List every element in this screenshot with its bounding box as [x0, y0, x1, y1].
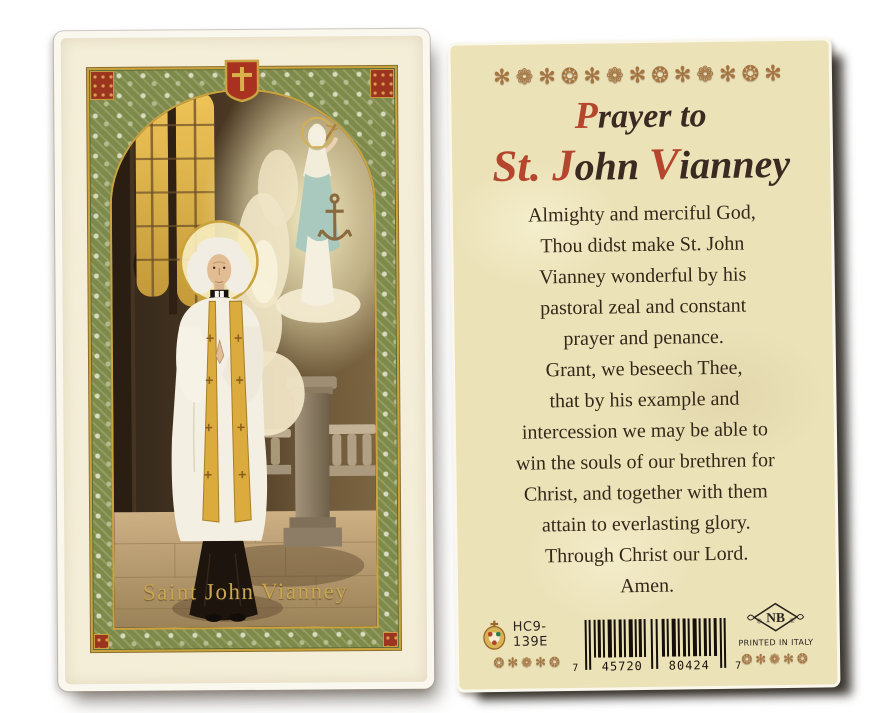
corner-emblem-icon: [370, 69, 394, 98]
prayer-line: that by his example and: [549, 387, 740, 413]
corner-emblem-icon: [94, 634, 109, 649]
ornament-band-top: ✻❁✻❂✻❁✻❂✻❁✻❂✻: [492, 60, 787, 90]
front-caption: Saint John Vianney: [142, 578, 349, 605]
front-decorative-frame: [87, 66, 401, 652]
church-scene: [111, 90, 377, 628]
svg-text:NB: NB: [766, 609, 786, 626]
corner-emblem-icon: [90, 71, 114, 100]
holy-card-front: [54, 29, 435, 692]
corner-emblem-icon: [383, 632, 398, 647]
footer-center: [572, 618, 743, 675]
barcode-right-digit: 7: [735, 660, 743, 672]
prayer-line: Thou didst make St. John: [540, 232, 745, 258]
prayer-title-line2: St. John Vianney: [492, 138, 791, 192]
nb-publisher-logo-icon: [746, 602, 804, 633]
upc-barcode: [572, 618, 743, 675]
prayer-line: attain to everlasting glory.: [541, 511, 751, 537]
prayer-line: Vianney wonderful by his: [539, 263, 747, 289]
prayer-line: Amen.: [619, 574, 675, 598]
footer-right: [736, 602, 815, 672]
printed-in-italy-label: PRINTED IN ITALY: [738, 637, 814, 648]
ornament-band-bottom-right: ❂✻❁✻❂: [741, 651, 811, 668]
product-code: HC9-139E: [512, 619, 549, 650]
publisher-crest-icon: [481, 617, 509, 653]
prayer-line: Almighty and merciful God,: [527, 201, 756, 227]
svg-text:®: ®: [789, 617, 795, 625]
prayer-line: Grant, we beseech Thee,: [545, 356, 743, 382]
ornament-band-bottom-left: ❂✻❁✻❂: [493, 655, 564, 672]
prayer-line: prayer and penance.: [563, 325, 725, 351]
prayer-title: [473, 91, 808, 194]
prayer-line: intercession we may be able to: [521, 418, 769, 444]
prayer-line: Through Christ our Lord.: [544, 542, 749, 568]
front-card-cream-margin: [61, 36, 428, 685]
barcode-group2: 80424: [668, 658, 710, 673]
prayer-card-back: [447, 37, 840, 692]
prayer-line: Christ, and together with them: [523, 480, 768, 506]
prayer-line: pastoral zeal and constant: [540, 294, 747, 320]
prayer-text: [475, 197, 815, 605]
barcode-group1: 45720: [601, 659, 643, 674]
cross-shield-icon: [224, 59, 260, 103]
footer-left: [480, 608, 575, 675]
saint-portrait-picture: [109, 88, 379, 630]
prayer-title-line1: Prayer to: [574, 94, 707, 137]
barcode-left-digit: 7: [572, 662, 580, 675]
svg-text:©: ©: [756, 618, 762, 626]
back-card-footer: [480, 600, 815, 676]
prayer-line: win the souls of our brethren for: [515, 449, 775, 475]
